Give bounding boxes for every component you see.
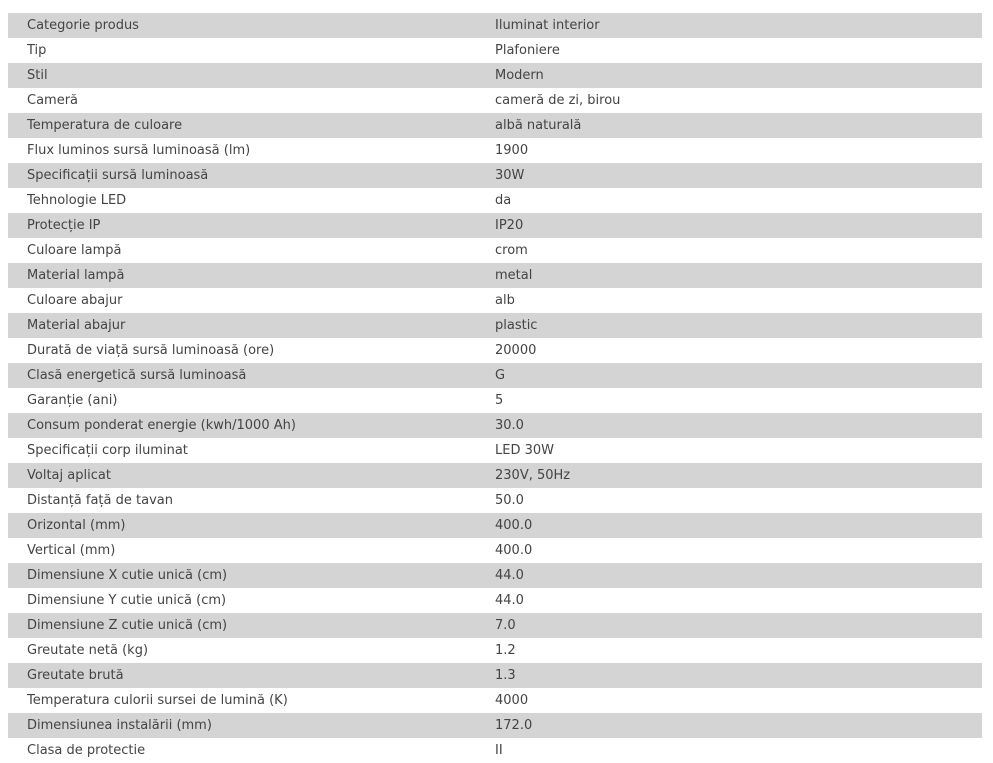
spec-value: da [495, 193, 512, 208]
spec-value: LED 30W [495, 443, 554, 458]
spec-label: Tehnologie LED [27, 193, 127, 208]
spec-label: Material abajur [27, 318, 126, 333]
spec-row [8, 113, 982, 138]
spec-label: Flux luminos sursă luminoasă (lm) [27, 143, 251, 158]
spec-row [8, 288, 982, 313]
spec-label: Consum ponderat energie (kwh/1000 Ah) [27, 418, 296, 433]
spec-value: 5 [495, 393, 504, 408]
spec-row [8, 513, 982, 538]
spec-label: Clasa de protectie [27, 743, 146, 758]
spec-label: Clasă energetică sursă luminoasă [27, 368, 247, 383]
spec-row [8, 588, 982, 613]
spec-value: albă naturală [495, 118, 582, 133]
spec-value: II [495, 743, 503, 758]
spec-value: Modern [495, 68, 544, 83]
spec-value: alb [495, 293, 515, 308]
spec-value: 1.3 [495, 668, 516, 683]
spec-row [8, 338, 982, 363]
spec-row [8, 313, 982, 338]
spec-label: Temperatura culorii sursei de lumină (K) [27, 693, 288, 708]
spec-label: Dimensiunea instalării (mm) [27, 718, 212, 733]
spec-row [8, 438, 982, 463]
spec-value: Plafoniere [495, 43, 560, 58]
spec-label: Voltaj aplicat [27, 468, 111, 483]
spec-label: Specificații sursă luminoasă [27, 168, 209, 183]
spec-label: Specificații corp iluminat [27, 443, 188, 458]
spec-row [8, 213, 982, 238]
spec-label: Cameră [27, 93, 79, 108]
spec-label: Dimensiune X cutie unică (cm) [27, 568, 228, 583]
spec-value: 1900 [495, 143, 529, 158]
spec-row [8, 13, 982, 38]
spec-row [8, 38, 982, 63]
spec-value: 230V, 50Hz [495, 468, 571, 483]
spec-value: crom [495, 243, 528, 258]
spec-value: plastic [495, 318, 538, 333]
spec-value: 30.0 [495, 418, 524, 433]
spec-row [8, 88, 982, 113]
spec-value: 400.0 [495, 543, 533, 558]
spec-row [8, 163, 982, 188]
spec-row [8, 263, 982, 288]
spec-label: Garanție (ani) [27, 393, 118, 408]
spec-row [8, 613, 982, 638]
spec-row [8, 738, 982, 763]
spec-row [8, 138, 982, 163]
spec-label: Categorie produs [27, 18, 139, 33]
spec-row [8, 388, 982, 413]
spec-value: cameră de zi, birou [495, 93, 621, 108]
spec-row [8, 563, 982, 588]
spec-row [8, 688, 982, 713]
spec-row [8, 238, 982, 263]
spec-label: Distanță față de tavan [27, 493, 173, 508]
spec-value: 7.0 [495, 618, 516, 633]
spec-label: Culoare abajur [27, 293, 123, 308]
spec-row [8, 363, 982, 388]
spec-label: Dimensiune Y cutie unică (cm) [27, 593, 227, 608]
spec-row [8, 413, 982, 438]
spec-value: 44.0 [495, 593, 524, 608]
spec-row [8, 488, 982, 513]
spec-label: Greutate netă (kg) [27, 643, 149, 658]
spec-label: Temperatura de culoare [27, 118, 183, 133]
spec-value: 44.0 [495, 568, 524, 583]
spec-value: IP20 [495, 218, 524, 233]
spec-label: Tip [27, 43, 47, 58]
spec-value: 20000 [495, 343, 537, 358]
spec-value: 50.0 [495, 493, 524, 508]
spec-label: Stil [27, 68, 48, 83]
spec-value: 30W [495, 168, 525, 183]
spec-value: G [495, 368, 506, 383]
spec-row [8, 538, 982, 563]
spec-value: metal [495, 268, 533, 283]
spec-label: Culoare lampă [27, 243, 122, 258]
spec-row [8, 463, 982, 488]
spec-value: 1.2 [495, 643, 516, 658]
spec-row [8, 638, 982, 663]
spec-value: 4000 [495, 693, 529, 708]
spec-row [8, 188, 982, 213]
spec-value: 172.0 [495, 718, 533, 733]
spec-label: Vertical (mm) [27, 543, 116, 558]
spec-row [8, 713, 982, 738]
specifications-table [8, 13, 982, 763]
spec-row [8, 63, 982, 88]
spec-label: Orizontal (mm) [27, 518, 126, 533]
spec-label: Dimensiune Z cutie unică (cm) [27, 618, 228, 633]
spec-value: 400.0 [495, 518, 533, 533]
spec-label: Protecție IP [27, 218, 101, 233]
spec-value: Iluminat interior [495, 18, 600, 33]
spec-label: Greutate brută [27, 668, 124, 683]
spec-label: Material lampă [27, 268, 125, 283]
spec-label: Durată de viață sursă luminoasă (ore) [27, 343, 275, 358]
spec-row [8, 663, 982, 688]
